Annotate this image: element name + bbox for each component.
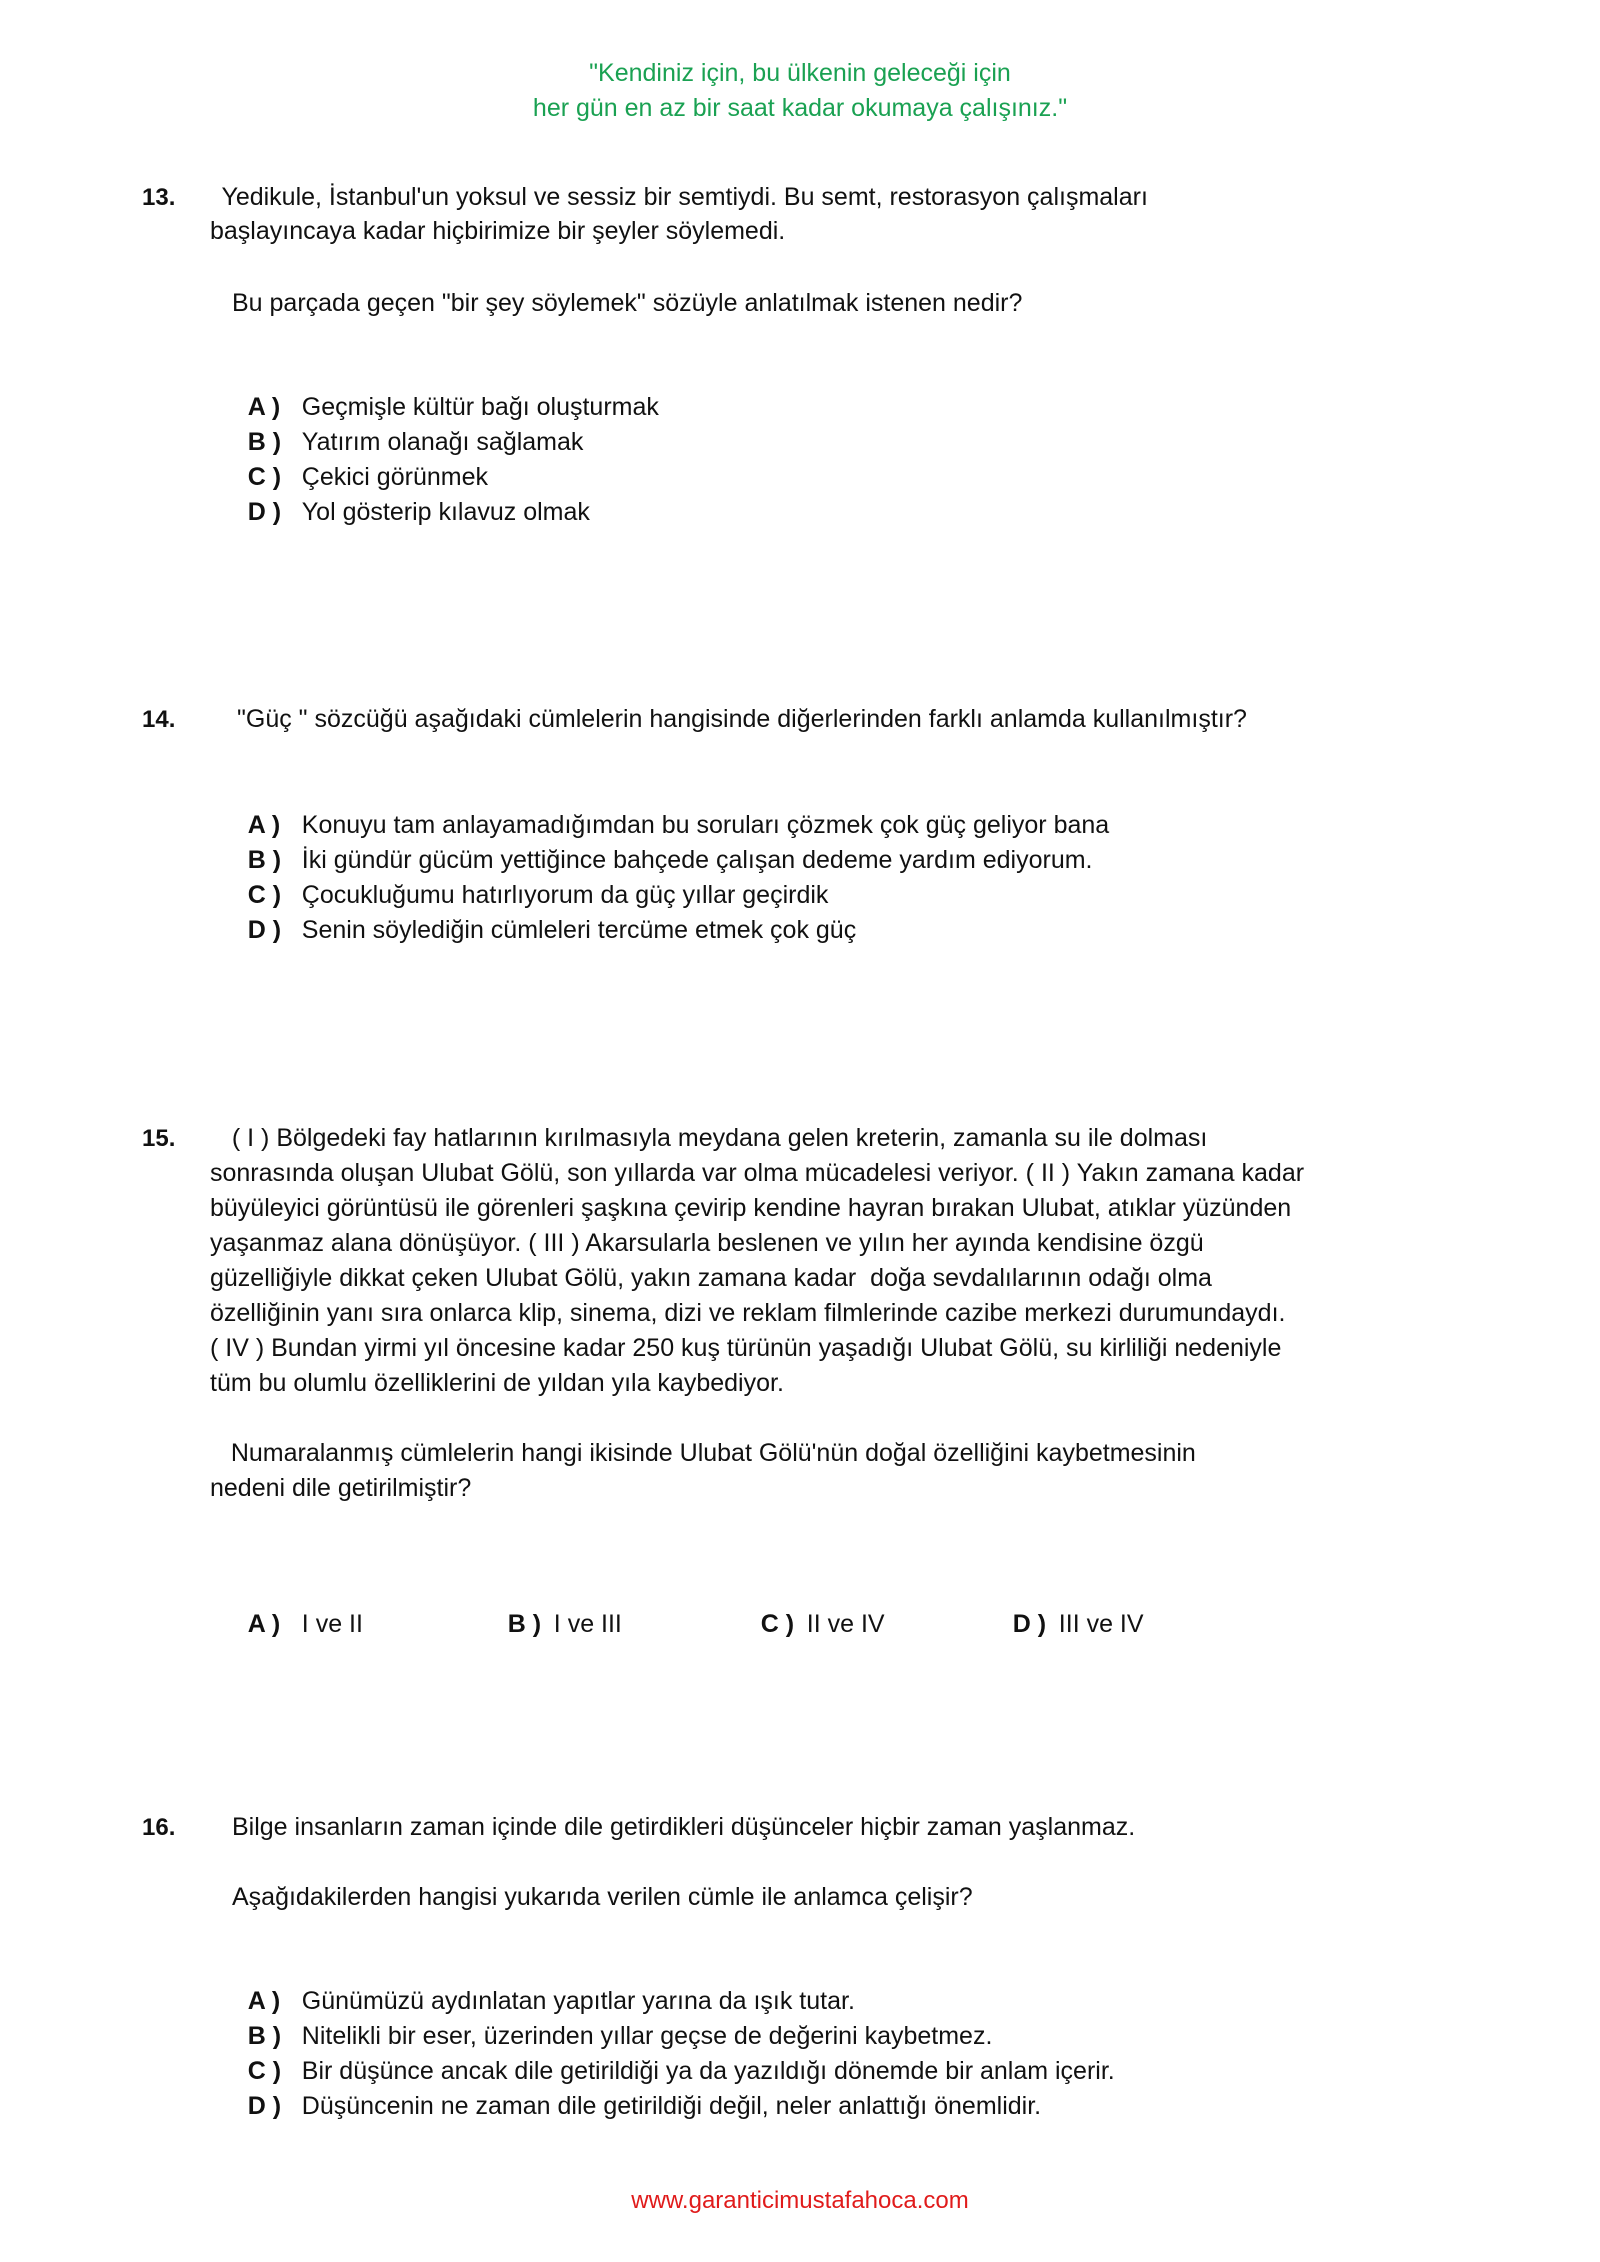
option-letter: A )	[247, 1987, 281, 2015]
option-letter: C )	[247, 2057, 282, 2085]
question-stem-line: ( IV ) Bundan yirmi yıl öncesine kadar 250 kuş türünün yaşadığı Ulubat Gölü, su kirliliği nedeniyle	[210, 1334, 1282, 1362]
option-letter: A )	[247, 811, 281, 839]
question-prompt: Bu parçada geçen "bir şey söylemek" sözüyle anlatılmak istenen nedir?	[232, 289, 1023, 317]
option-d[interactable]	[220, 2054, 1041, 2159]
option-text: III ve IV	[1058, 1610, 1144, 1638]
question-stem-line: başlayıncaya kadar hiçbirimize bir şeyler söylemedi.	[210, 217, 786, 245]
header-quote	[0, 56, 1600, 126]
option-text: Geçmişle kültür bağı oluşturmak	[301, 393, 659, 421]
header-quote-line-2: her gün en az bir saat kadar okumaya çalışınız."	[532, 94, 1068, 122]
option-text: Çekici görünmek	[301, 463, 488, 491]
option-d[interactable]	[220, 878, 856, 983]
question-stem-line: özelliğinin yanı sıra onlarca klip, sinema, dizi ve reklam filmlerinde cazibe merkezi durumundaydı.	[210, 1299, 1286, 1327]
option-letter: D )	[247, 916, 282, 944]
question-prompt: Aşağıdakilerden hangisi yukarıda verilen cümle ile anlamca çelişir?	[232, 1883, 973, 1911]
option-letter: A )	[247, 1610, 281, 1638]
option-letter: D )	[247, 2092, 282, 2120]
option-a[interactable]	[220, 1572, 363, 1677]
question-stem-line: yaşanmaz alana dönüşüyor. ( III ) Akarsularla beslenen ve yılın her ayında kendisine özgü	[210, 1229, 1204, 1257]
question-number: 16.	[142, 1814, 176, 1841]
option-letter: A )	[247, 393, 281, 421]
question-stem-line: büyüleyici görüntüsü ile görenleri şaşkına çevirip kendine hayran bırakan Ulubat, atıklar yüzünden	[210, 1194, 1292, 1222]
question-stem-line: Bilge insanların zaman içinde dile getirdikleri düşünceler hiçbir zaman yaşlanmaz.	[232, 1813, 1136, 1841]
option-text: İki gündür gücüm yettiğince bahçede çalışan dedeme yardım ediyorum.	[301, 846, 1093, 874]
option-text: Çocukluğumu hatırlıyorum da güç yıllar geçirdik	[301, 881, 829, 909]
option-letter: D )	[1012, 1610, 1047, 1638]
option-text: Günümüzü aydınlatan yapıtlar yarına da ışık tutar.	[301, 1987, 855, 2015]
question-stem-line: ( I ) Bölgedeki fay hatlarının kırılmasıyla meydana gelen kreterin, zamanla su ile dolması	[218, 1124, 1208, 1152]
question-number: 14.	[142, 706, 176, 733]
option-text: I ve III	[553, 1610, 622, 1638]
question-stem-line: güzelliğiyle dikkat çeken Ulubat Gölü, yakın zamana kadar doğa sevdalılarının odağı olma	[210, 1264, 1212, 1292]
option-letter: D )	[247, 498, 282, 526]
option-text: Nitelikli bir eser, üzerinden yıllar geçse de değerini kaybetmez.	[301, 2022, 993, 2050]
footer-website-link[interactable]: www.garanticimustafahoca.com	[631, 2187, 969, 2214]
question-stem-line: tüm bu olumlu özelliklerini de yıldan yıla kaybediyor.	[210, 1369, 784, 1397]
option-letter: C )	[247, 881, 282, 909]
option-d[interactable]	[985, 1572, 1144, 1677]
question-number: 13.	[142, 184, 176, 211]
question-number: 15.	[142, 1125, 176, 1152]
option-text: Senin söylediğin cümleleri tercüme etmek çok güç	[301, 916, 857, 944]
option-letter: B )	[247, 2022, 282, 2050]
option-letter: B )	[247, 846, 282, 874]
header-quote-line-1: "Kendiniz için, bu ülkenin geleceği için	[589, 59, 1011, 87]
question-stem-line: "Güç " sözcüğü aşağıdaki cümlelerin hangisinde diğerlerinden farklı anlamda kullanılmıştır?	[237, 705, 1247, 733]
option-letter: B )	[247, 428, 282, 456]
question-prompt-line: nedeni dile getirilmiştir?	[210, 1474, 472, 1502]
option-text: Konuyu tam anlayamadığımdan bu soruları çözmek çok güç geliyor bana	[301, 811, 1110, 839]
option-text: Yol gösterip kılavuz olmak	[301, 498, 590, 526]
question-stem-line: Yedikule, İstanbul'un yoksul ve sessiz bir semtiydi. Bu semt, restorasyon çalışmaları	[208, 183, 1148, 211]
option-text: II ve IV	[806, 1610, 885, 1638]
option-b[interactable]	[480, 1572, 622, 1677]
option-c[interactable]	[733, 1572, 885, 1677]
option-letter: C )	[760, 1610, 795, 1638]
option-d[interactable]	[220, 460, 590, 565]
option-text: I ve II	[301, 1610, 363, 1638]
question-stem-line: sonrasında oluşan Ulubat Gölü, son yıllarda var olma mücadelesi veriyor. ( II ) Yakın zamana kadar	[210, 1159, 1305, 1187]
option-text: Yatırım olanağı sağlamak	[301, 428, 584, 456]
option-text: Düşüncenin ne zaman dile getirildiği değil, neler anlattığı önemlidir.	[301, 2092, 1042, 2120]
option-text: Bir düşünce ancak dile getirildiği ya da yazıldığı dönemde bir anlam içerir.	[301, 2057, 1115, 2085]
question-prompt-line: Numaralanmış cümlelerin hangi ikisinde Ulubat Gölü'nün doğal özelliğini kaybetmesinin	[210, 1439, 1196, 1467]
option-letter: C )	[247, 463, 282, 491]
option-letter: B )	[507, 1610, 542, 1638]
